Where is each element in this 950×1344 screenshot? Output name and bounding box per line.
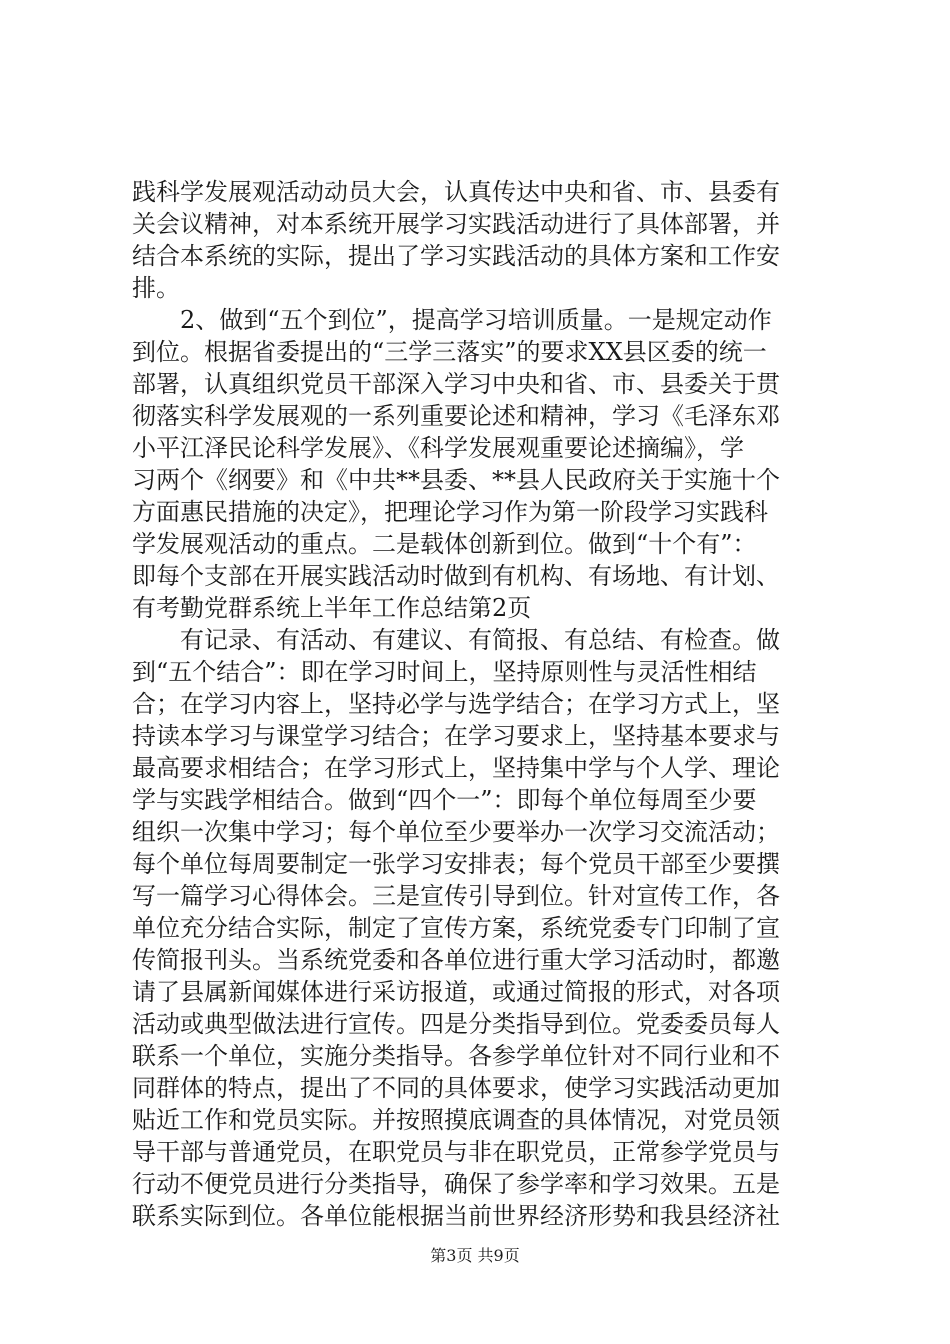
paragraph-start-line: 有记录、有活动、有建议、有简报、有总结、有检查。做 [180,626,780,654]
text-line: 每个单位每周要制定一张学习安排表；每个党员干部至少要撰 [132,850,780,878]
text-line: 关会议精神，对本系统开展学习实践活动进行了具体部署，并 [132,210,780,238]
document-body [132,176,832,1232]
text-line: 习两个《纲要》和《中共**县委、**县人民政府关于实施十个 [132,466,780,494]
text-line: 小平江泽民论科学发展》、《科学发展观重要论述摘编》，学 [132,434,744,462]
text-line: 合；在学习内容上，坚持必学与选学结合；在学习方式上，坚 [132,690,780,718]
text-line: 写一篇学习心得体会。三是宣传引导到位。针对宣传工作，各 [132,882,780,910]
text-line: 践科学发展观活动动员大会，认真传达中央和省、市、县委有 [132,178,780,206]
text-line: 持读本学习与课堂学习结合；在学习要求上，坚持基本要求与 [132,722,780,750]
text-line: 到位。根据省委提出的“三学三落实”的要求XX县区委的统一 [132,338,767,366]
text-line: 传简报刊头。当系统党委和各单位进行重大学习活动时，都邀 [132,946,780,974]
text-line: 组织一次集中学习；每个单位至少要举办一次学习交流活动； [132,818,780,846]
text-line: 联系实际到位。各单位能根据当前世界经济形势和我县经济社 [132,1202,780,1230]
text-line: 到“五个结合”：即在学习时间上，坚持原则性与灵活性相结 [132,658,757,686]
paragraph-start-line: 2、做到“五个到位”，提高学习培训质量。一是规定动作 [180,306,772,334]
text-line: 单位充分结合实际，制定了宣传方案，系统党委专门印制了宣 [132,914,780,942]
text-line: 活动或典型做法进行宣传。四是分类指导到位。党委委员每人 [132,1010,780,1038]
page-number-footer: 第3页 共9页 [430,1246,520,1265]
text-line: 方面惠民措施的决定》，把理论学习作为第一阶段学习实践科 [132,498,768,526]
text-line: 有考勤党群系统上半年工作总结第2页 [132,594,532,622]
text-line: 彻落实科学发展观的一系列重要论述和精神，学习《毛泽东邓 [132,402,780,430]
text-line: 联系一个单位，实施分类指导。各参学单位针对不同行业和不 [132,1042,780,1070]
text-line: 即每个支部在开展实践活动时做到有机构、有场地、有计划、 [132,562,780,590]
text-line: 最高要求相结合；在学习形式上，坚持集中学与个人学、理论 [132,754,780,782]
text-line: 请了县属新闻媒体进行采访报道，或通过简报的形式，对各项 [132,978,780,1006]
text-line: 学发展观活动的重点。二是载体创新到位。做到“十个有”： [132,530,757,558]
text-line: 结合本系统的实际，提出了学习实践活动的具体方案和工作安 [132,242,780,270]
text-line: 行动不便党员进行分类指导，确保了参学率和学习效果。五是 [132,1170,780,1198]
text-line: 贴近工作和党员实际。并按照摸底调查的具体情况，对党员领 [132,1106,780,1134]
text-line: 同群体的特点，提出了不同的具体要求，使学习实践活动更加 [132,1074,780,1102]
text-line: 导干部与普通党员，在职党员与非在职党员，正常参学党员与 [132,1138,780,1166]
text-line: 排。 [132,274,180,302]
text-line: 学与实践学相结合。做到“四个一”：即每个单位每周至少要 [132,786,757,814]
text-line: 部署，认真组织党员干部深入学习中央和省、市、县委关于贯 [132,370,780,398]
